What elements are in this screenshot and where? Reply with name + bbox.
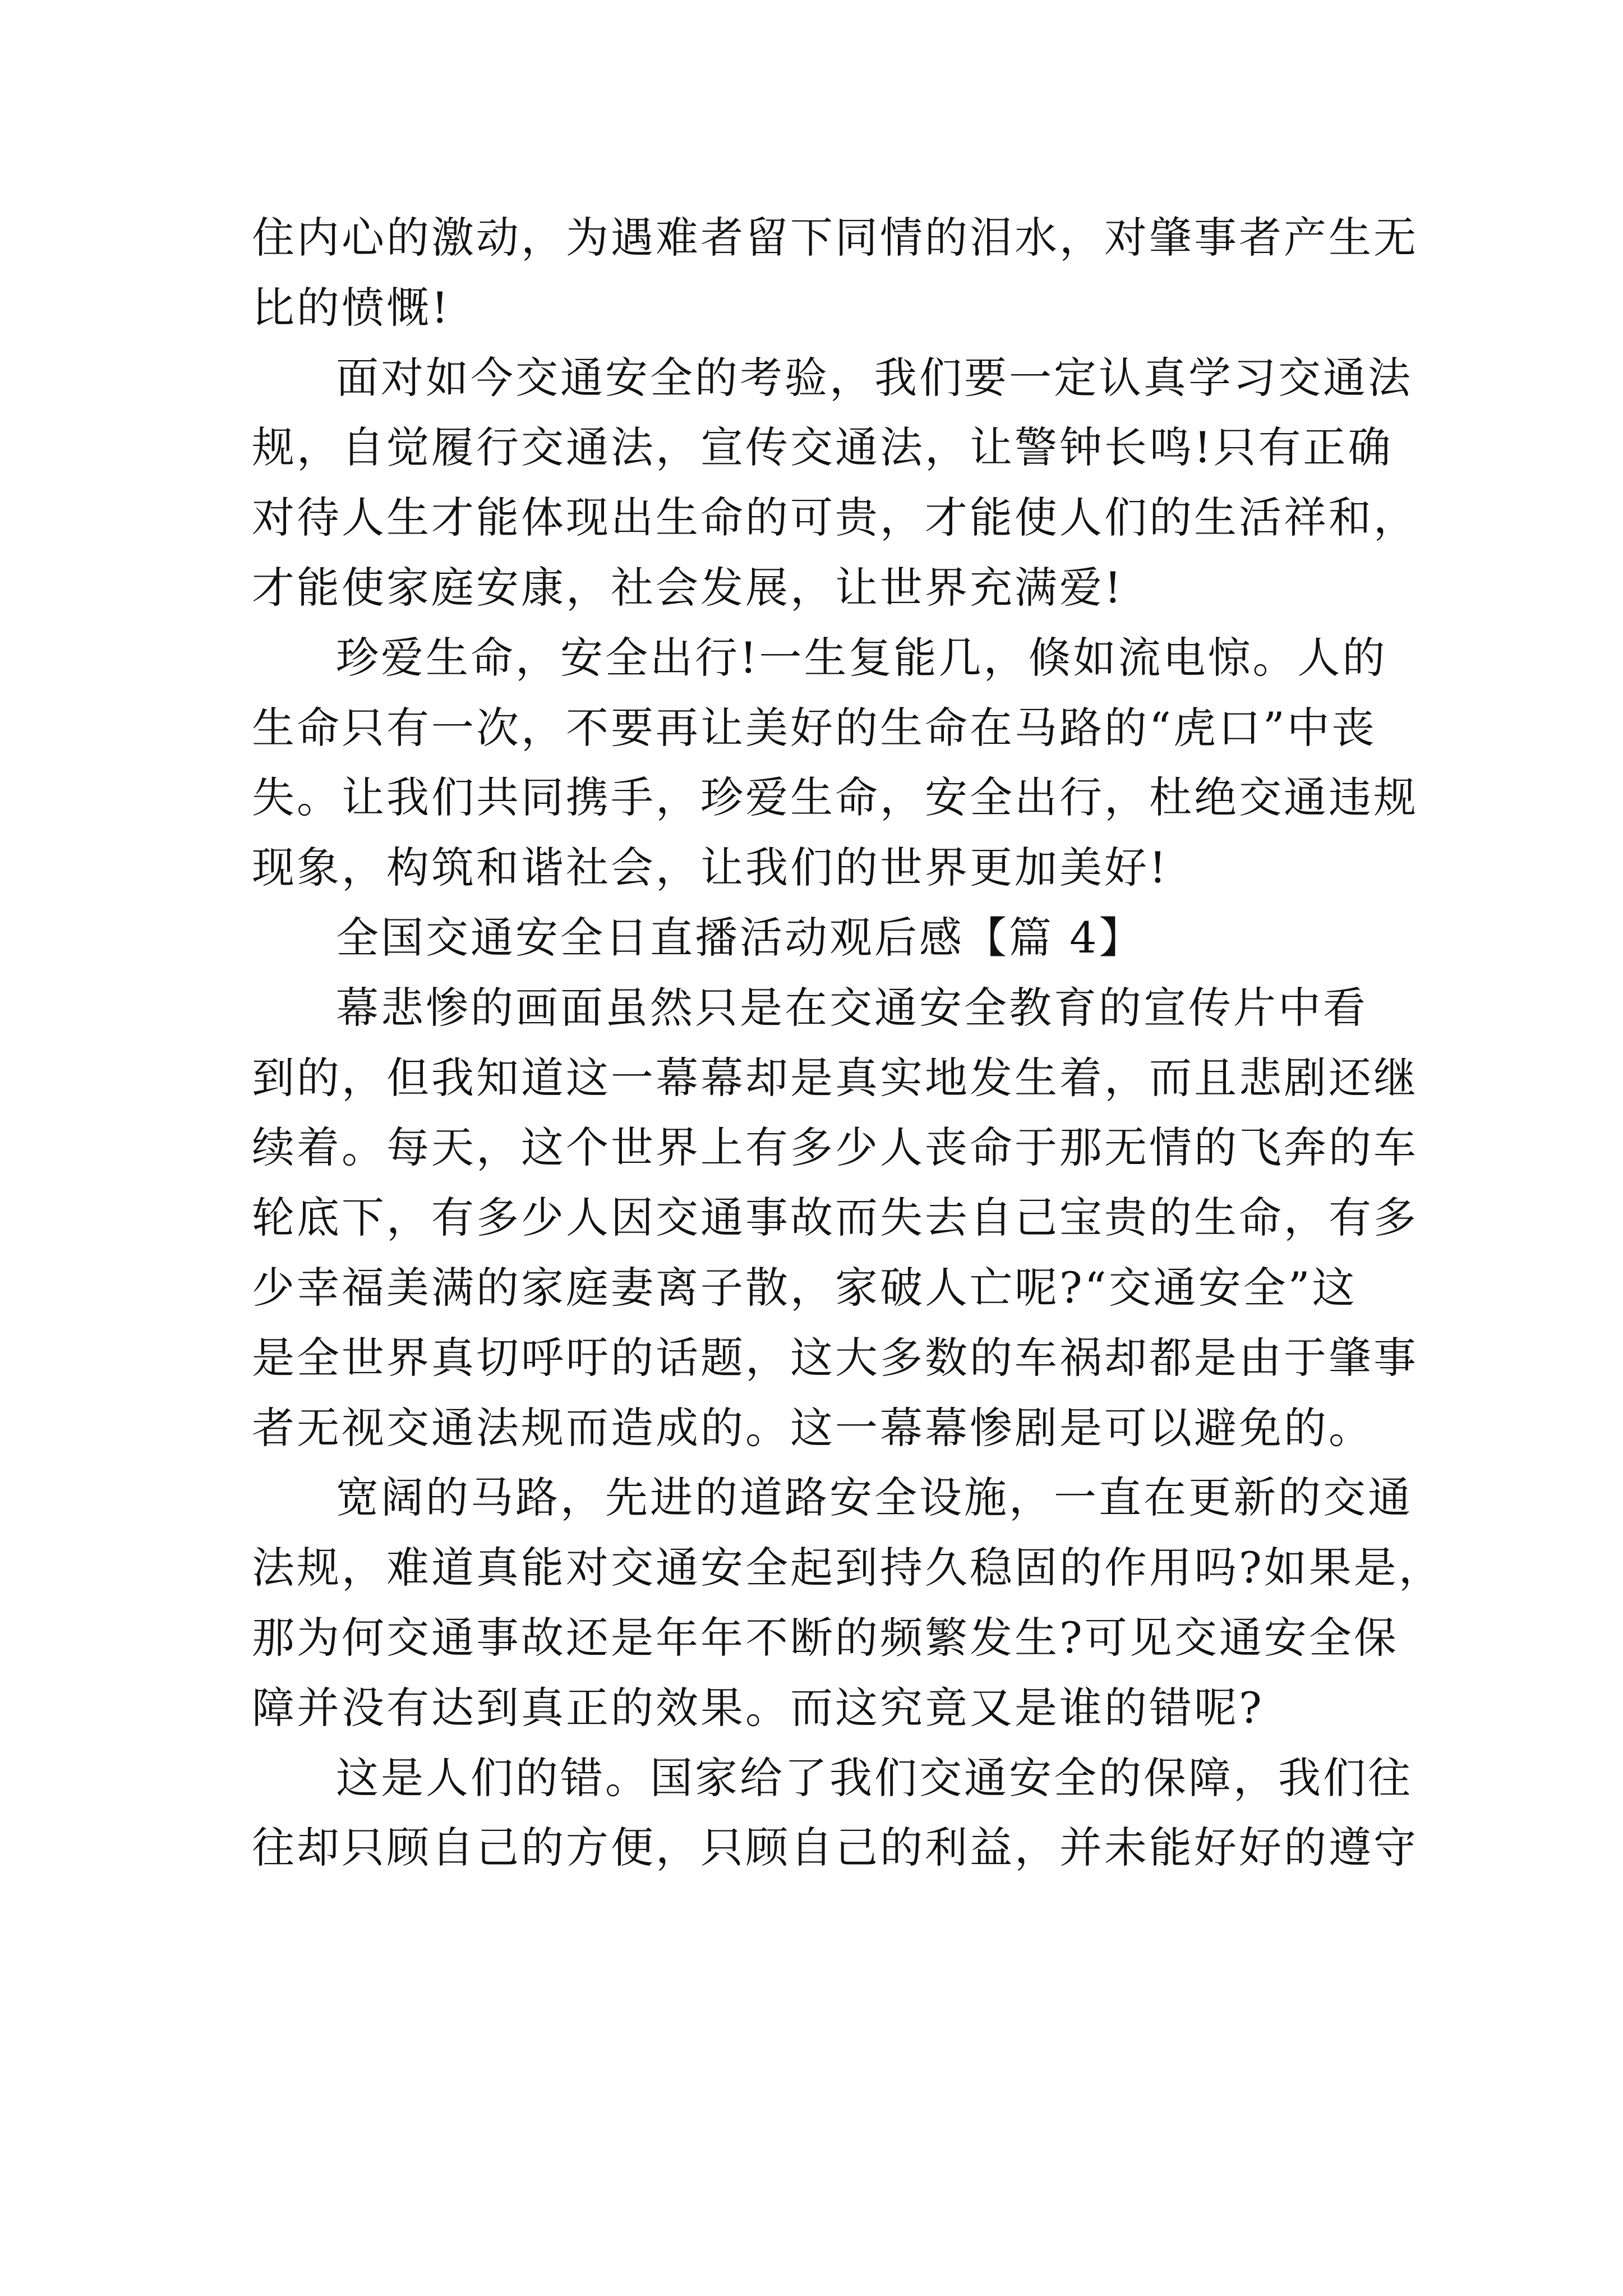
- text-line: 续着。每天，这个世界上有多少人丧命于那无情的飞奔的车: [252, 1122, 1418, 1173]
- paragraph-start-line: 面对如今交通安全的考验，我们要一定认真学习交通法: [336, 352, 1413, 403]
- paragraph-start-line: 幕悲惨的画面虽然只是在交通安全教育的宣传片中看: [336, 982, 1368, 1033]
- paragraph-start-line: 宽阔的马路，先进的道路安全设施，一直在更新的交通: [336, 1473, 1413, 1523]
- text-line: 障并没有达到真正的效果。而这究竟又是谁的错呢?: [252, 1682, 1264, 1733]
- text-line: 住内心的激动，为遇难者留下同情的泪水，对肇事者产生无: [252, 213, 1418, 263]
- text-line: 往却只顾自己的方便，只顾自己的利益，并未能好好的遵守: [252, 1823, 1418, 1873]
- section-heading: 全国交通安全日直播活动观后感【篇 4】: [336, 912, 1144, 963]
- text-line: 那为何交通事故还是年年不断的频繁发生?可见交通安全保: [252, 1612, 1399, 1663]
- paragraph-start-line: 珍爱生命，安全出行!一生复能几，倏如流电惊。人的: [336, 632, 1387, 683]
- text-line: 生命只有一次，不要再让美好的生命在马路的“虎口”中丧: [252, 702, 1377, 753]
- document-body: [252, 203, 1444, 1883]
- text-line: 者无视交通法规而造成的。这一幕幕惨剧是可以避免的。: [252, 1402, 1373, 1453]
- text-line: 规，自觉履行交通法，宣传交通法，让警钟长鸣!只有正确: [252, 422, 1393, 473]
- text-line: 少幸福美满的家庭妻离子散，家破人亡呢?“交通安全”这: [252, 1262, 1357, 1313]
- text-line: 到的，但我知道这一幕幕却是真实地发生着，而且悲剧还继: [252, 1052, 1418, 1103]
- paragraph-start-line: 这是人们的错。国家给了我们交通安全的保障，我们往: [336, 1752, 1413, 1803]
- text-line: 现象，构筑和谐社会，让我们的世界更加美好!: [252, 843, 1169, 893]
- text-line: 是全世界真切呼吁的话题，这大多数的车祸却都是由于肇事: [252, 1332, 1418, 1383]
- text-line: 失。让我们共同携手，珍爱生命，安全出行，杜绝交通违规: [252, 772, 1418, 823]
- text-line: 对待人生才能体现出生命的可贵，才能使人们的生活祥和，: [252, 493, 1418, 543]
- text-line: 法规，难道真能对交通安全起到持久稳固的作用吗?如果是，: [252, 1543, 1444, 1593]
- text-line: 轮底下，有多少人因交通事故而失去自己宝贵的生命，有多: [252, 1193, 1418, 1243]
- text-line: 才能使家庭安康，社会发展，让世界充满爱!: [252, 562, 1124, 613]
- text-line: 比的愤慨!: [252, 282, 451, 333]
